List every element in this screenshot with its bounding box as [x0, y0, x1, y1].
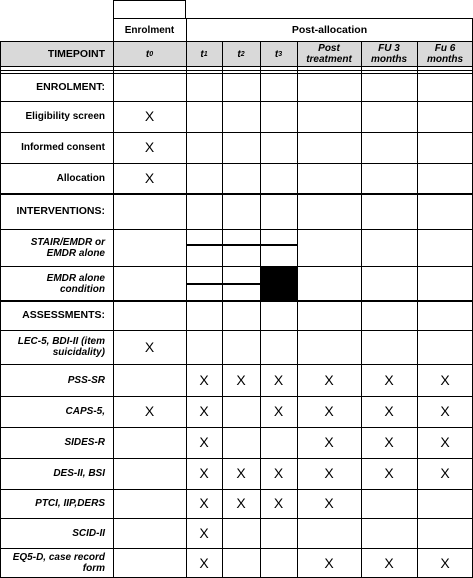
timepoint-subscript: 2: [240, 50, 245, 58]
schedule-mark: X: [324, 495, 334, 511]
timepoint-label: t: [274, 48, 279, 60]
schedule-mark: X: [440, 403, 450, 419]
schedule-mark: X: [384, 465, 394, 481]
grid-line: [0, 101, 473, 102]
schedule-mark: X: [440, 434, 450, 450]
grid-line: [0, 193, 473, 195]
grid-line: [0, 41, 473, 42]
grid-line: [0, 229, 473, 230]
timepoint-label: FU 3 months: [370, 43, 408, 65]
schedule-mark: X: [236, 495, 246, 511]
schedule-mark: X: [440, 554, 450, 571]
emdr-alone-blocked-cell: [260, 266, 297, 301]
schedule-mark: X: [273, 403, 284, 419]
schedule-mark: X: [273, 495, 284, 511]
row-label: ENROLMENT:: [36, 81, 105, 93]
schedule-mark: X: [324, 434, 334, 450]
grid-line: [0, 132, 473, 133]
timepoint-2: [222, 41, 260, 67]
grid-line: [113, 0, 114, 19]
grid-line: [297, 41, 298, 578]
row-label: INTERVENTIONS:: [16, 205, 105, 217]
schedule-mark: X: [199, 524, 209, 541]
schedule-mark: X: [384, 434, 394, 450]
timepoint-label: t: [237, 48, 241, 60]
row-label: EQ5-D, case record form: [12, 552, 105, 574]
grid-line: [0, 66, 473, 67]
timepoint-label: Post treatment: [306, 43, 352, 65]
grid-line: [0, 41, 1, 578]
grid-line: [0, 489, 473, 490]
schedule-mark: X: [384, 403, 394, 419]
schedule-mark: X: [324, 403, 334, 419]
grid-line: [0, 73, 473, 74]
emdr-alone-intervention-bar: [186, 283, 260, 285]
grid-line: [0, 300, 473, 302]
schedule-mark: X: [236, 371, 246, 388]
schedule-mark: X: [144, 139, 155, 155]
row-label: SCID-II: [72, 527, 105, 539]
grid-line: [0, 330, 473, 331]
grid-line: [0, 458, 473, 459]
grid-line: [0, 70, 473, 71]
grid-line: [185, 0, 186, 19]
grid-line: [113, 18, 114, 578]
grid-line: [0, 364, 473, 365]
grid-line: [113, 0, 186, 1]
row-label: STAIR/EMDR or EMDR alone: [30, 236, 105, 259]
row-label: PSS-SR: [67, 374, 105, 386]
row-label: SIDES-R: [64, 437, 105, 448]
timepoint-subscript: 3: [278, 50, 283, 58]
schedule-mark: X: [440, 465, 450, 481]
timepoint-label: t: [145, 48, 150, 60]
grid-line: [0, 163, 473, 164]
schedule-mark: X: [273, 371, 284, 388]
timepoint-6: [417, 41, 473, 67]
grid-line: [417, 41, 418, 578]
stair-emdr-intervention-bar: [186, 244, 297, 246]
post-allocation-header: Post-allocation: [291, 23, 368, 36]
grid-line: [222, 41, 223, 578]
schedule-mark: X: [236, 465, 246, 481]
schedule-mark: X: [144, 338, 155, 355]
schedule-mark: X: [324, 371, 334, 388]
schedule-mark: X: [199, 465, 209, 481]
schedule-mark: X: [199, 434, 209, 450]
grid-line: [0, 427, 473, 428]
row-label: LEC-5, BDI-II (item suicidality): [17, 336, 105, 358]
schedule-mark: X: [199, 403, 209, 419]
schedule-mark: X: [199, 371, 209, 388]
schedule-mark: X: [324, 554, 334, 571]
timepoint-5: [361, 41, 417, 67]
timepoint-0: [113, 41, 186, 67]
schedule-mark: X: [144, 403, 155, 419]
grid-line: [0, 518, 473, 519]
grid-line: [0, 548, 473, 549]
row-label: Informed consent: [21, 142, 105, 153]
timepoint-header: TIMEPOINT: [47, 47, 105, 60]
grid-line: [0, 396, 473, 397]
grid-line: [186, 18, 187, 578]
schedule-mark: X: [384, 554, 394, 571]
timepoint-subscript: 0: [149, 50, 154, 58]
row-label: Allocation: [56, 173, 105, 184]
schedule-mark: X: [199, 554, 209, 571]
schedule-mark: X: [384, 371, 394, 388]
grid-line: [260, 41, 261, 578]
row-label: DES-II, BSI: [53, 468, 105, 479]
row-label: EMDR alone condition: [46, 272, 105, 295]
grid-line: [113, 18, 473, 19]
row-label: CAPS-5,: [65, 406, 105, 417]
enrolment-header: Enrolment: [124, 24, 175, 36]
row-label: Eligibility screen: [25, 111, 105, 122]
timepoint-label: Fu 6 months: [426, 43, 464, 65]
schedule-mark: X: [440, 371, 450, 388]
timepoint-1: [186, 41, 222, 67]
grid-line: [361, 41, 362, 578]
timepoint-3: [260, 41, 297, 67]
schedule-mark: X: [144, 108, 155, 124]
timepoint-label: t: [200, 48, 204, 60]
schedule-mark: X: [324, 465, 334, 481]
timepoint-subscript: 1: [203, 50, 208, 58]
schedule-mark: X: [273, 465, 284, 481]
grid-line: [0, 266, 473, 267]
timepoint-4: [297, 41, 361, 67]
row-label: PTCI, IIP,DERS: [35, 498, 105, 509]
row-label: ASSESSMENTS:: [22, 309, 105, 321]
schedule-mark: X: [144, 170, 155, 186]
schedule-mark: X: [199, 495, 209, 511]
